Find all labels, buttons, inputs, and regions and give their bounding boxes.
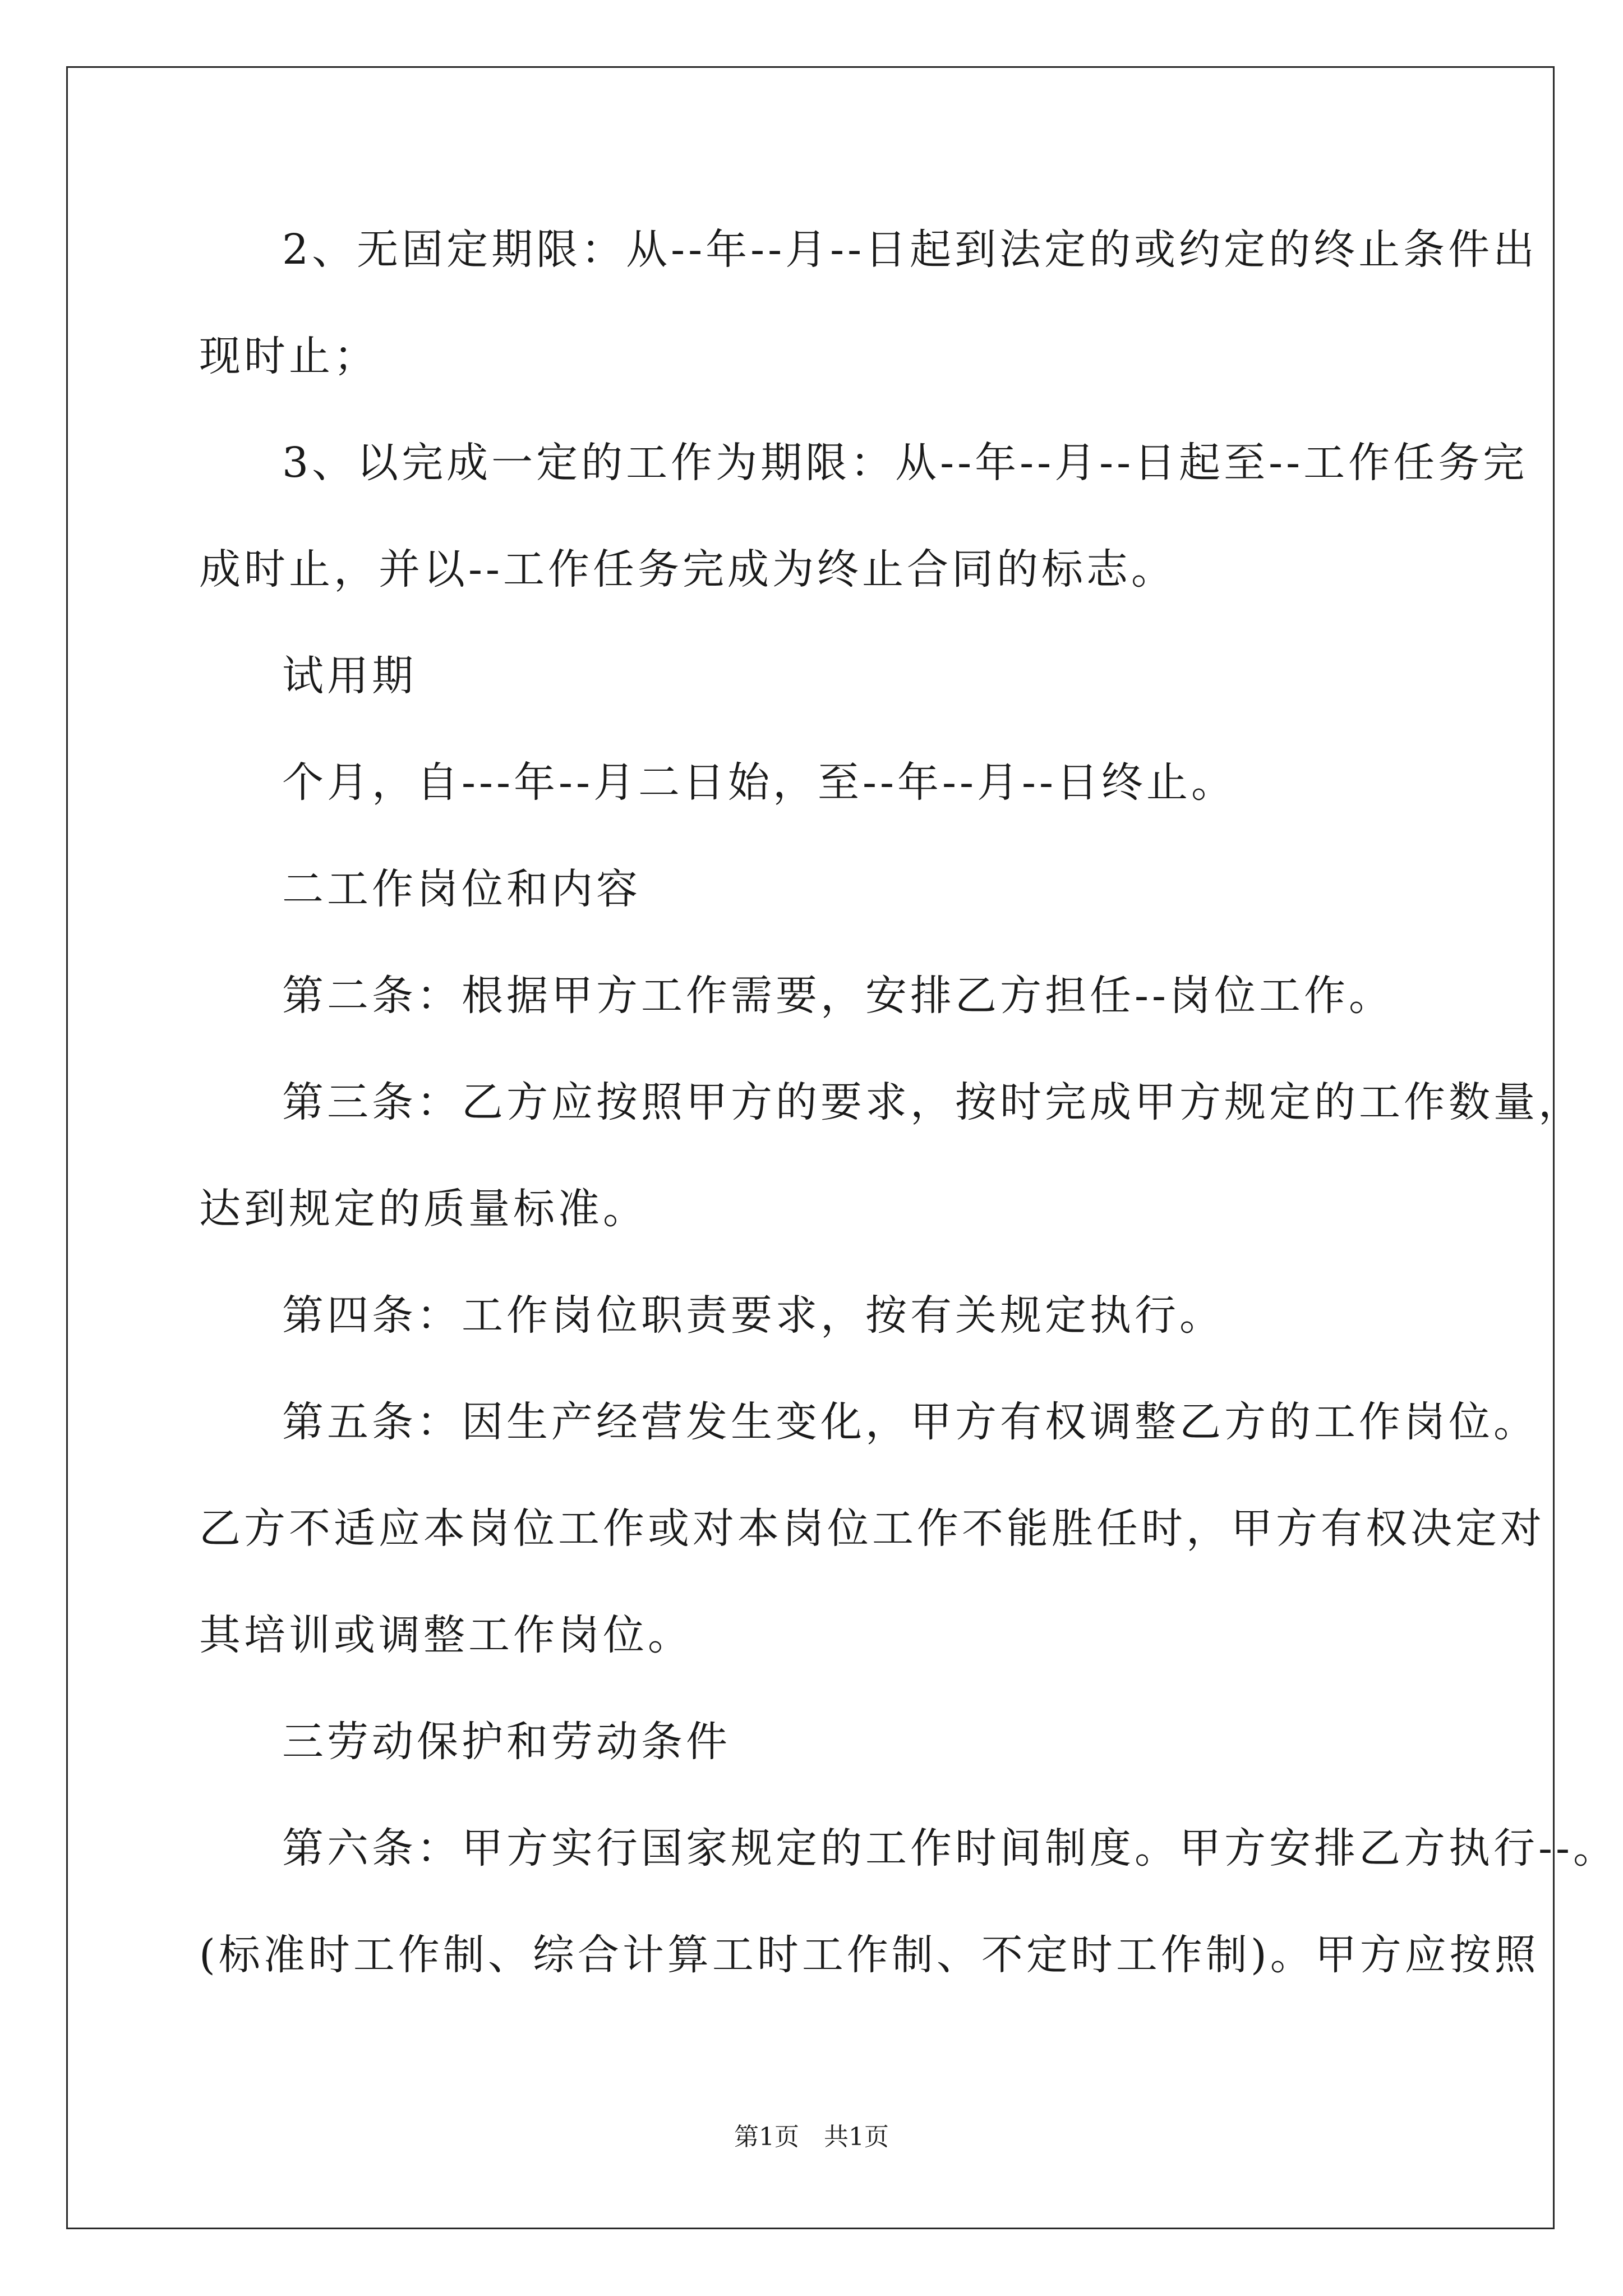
- paragraph-line: 乙方不适应本岗位工作或对本岗位工作不能胜任时，甲方有权决定对: [199, 1504, 1545, 1553]
- section-heading: 试用期: [282, 652, 417, 700]
- paragraph-line: 第二条：根据甲方工作需要，安排乙方担任--岗位工作。: [282, 972, 1394, 1020]
- paragraph-line: (标准时工作制、综合计算工时工作制、不定时工作制)。甲方应按照: [199, 1931, 1539, 1979]
- paragraph-line: 3、以完成一定的工作为期限：从--年--月--日起至--工作任务完: [282, 439, 1528, 487]
- paragraph-line: 2、无固定期限：从--年--月--日起到法定的或约定的终止条件出: [282, 226, 1538, 274]
- paragraph-line: 其培训或调整工作岗位。: [199, 1611, 693, 1659]
- page-frame: [66, 66, 1555, 2229]
- paragraph-line: 个月，自---年--月二日始，至--年--月--日终止。: [282, 758, 1237, 807]
- paragraph-line: 现时止；: [199, 332, 379, 380]
- section-heading: 二工作岗位和内容: [282, 865, 641, 913]
- paragraph-line: 成时止，并以--工作任务完成为终止合同的标志。: [199, 545, 1177, 593]
- paragraph-line: 第四条：工作岗位职责要求，按有关规定执行。: [282, 1291, 1224, 1340]
- paragraph-line: 第六条：甲方实行国家规定的工作时间制度。甲方安排乙方执行--。: [282, 1824, 1619, 1872]
- section-heading: 三劳动保护和劳动条件: [282, 1718, 731, 1766]
- paragraph-line: 第五条：因生产经营发生变化，甲方有权调整乙方的工作岗位。: [282, 1398, 1538, 1446]
- paragraph-line: 达到规定的质量标准。: [199, 1185, 648, 1233]
- paragraph-line: 第三条：乙方应按照甲方的要求，按时完成甲方规定的工作数量，: [282, 1078, 1583, 1126]
- page-number-footer: 第1页 共1页: [734, 2123, 889, 2151]
